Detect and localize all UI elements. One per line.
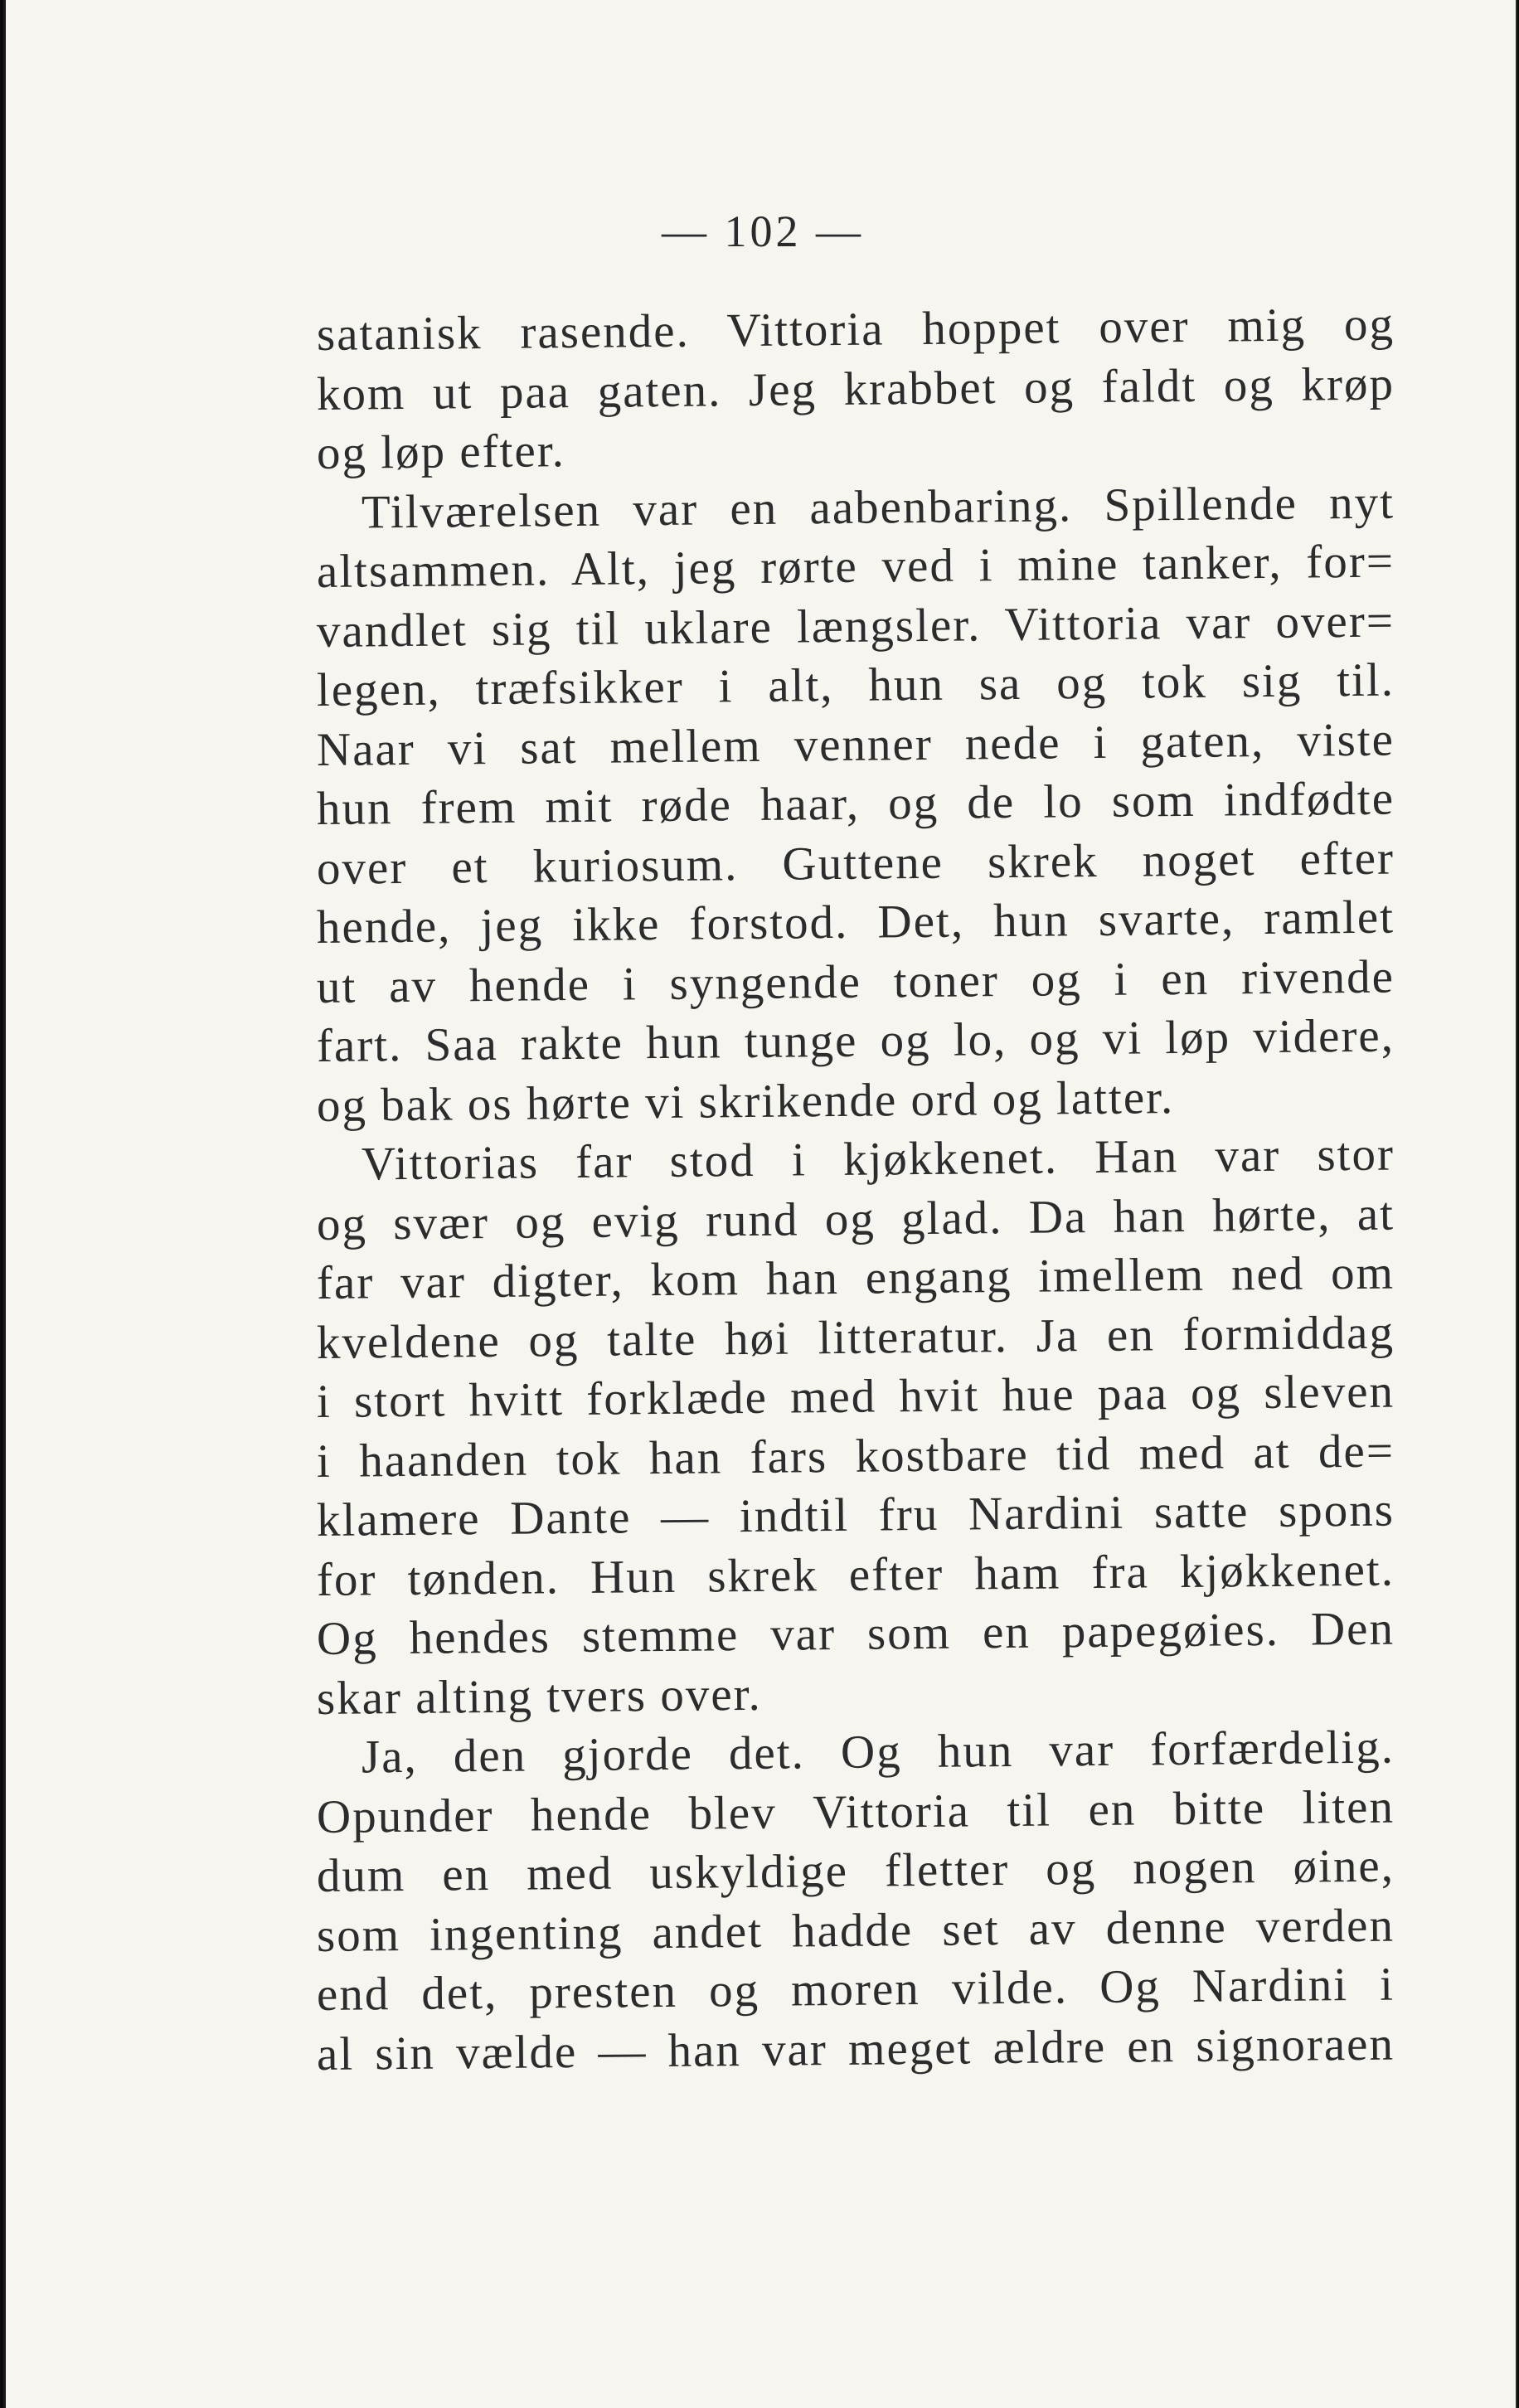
text-line: og svær og evig rund og glad. Da han hørte, at: [316, 1187, 1395, 1250]
text-line: Naar vi sat mellem venner nede i gaten, viste: [316, 713, 1395, 776]
text-line: dum en med uskyldige fletter og nogen øine,: [316, 1839, 1395, 1902]
text-line: Vittorias far stod i kjøkkenet. Han var stor: [361, 1128, 1395, 1191]
page-number: — 102 —: [662, 206, 864, 256]
text-line: Tilværelsen var en aabenbaring. Spillende nyt: [361, 476, 1395, 538]
text-line: som ingenting andet hadde set av denne verden: [316, 1899, 1395, 1962]
text-line: Og hendes stemme var som en papegøies. Den: [316, 1602, 1395, 1665]
text-line: al sin vælde — han var meget ældre en signoraen: [316, 2017, 1395, 2080]
text-line: far var digter, kom han engang imellem ned om: [316, 1246, 1395, 1309]
text-line: og bak os hørte vi skrikende ord og latter.: [316, 1070, 1175, 1132]
text-line: kveldene og talte høi litteratur. Ja en formiddag: [316, 1306, 1395, 1369]
text-line: fart. Saa rakte hun tunge og lo, og vi løp videre,: [316, 1009, 1395, 1072]
book-page: [3, 0, 1517, 2408]
text-line: over et kuriosum. Guttene skrek noget efter: [316, 832, 1395, 895]
text-line: vandlet sig til uklare længsler. Vittoria var over=: [316, 595, 1395, 658]
text-line: Opunder hende blev Vittoria til en bitte liten: [316, 1780, 1395, 1843]
text-line: for tønden. Hun skrek efter ham fra kjøkkenet.: [316, 1543, 1395, 1606]
text-line: i haanden tok han fars kostbare tid med at de=: [316, 1425, 1395, 1488]
text-line: satanisk rasende. Vittoria hoppet over mig og: [316, 298, 1395, 361]
text-line: klamere Dante — indtil fru Nardini satte spons: [316, 1483, 1395, 1546]
text-line: og løp efter.: [316, 425, 566, 479]
text-line: i stort hvitt forklæde med hvit hue paa og sleven: [316, 1365, 1395, 1428]
body-text: [316, 298, 1395, 2084]
text-line: legen, træfsikker i alt, hun sa og tok sig til.: [316, 653, 1395, 716]
text-line: end det, presten og moren vilde. Og Nardini i: [316, 1958, 1395, 2021]
text-line: altsammen. Alt, jeg rørte ved i mine tanker, for=: [316, 535, 1395, 598]
text-line: hende, jeg ikke forstod. Det, hun svarte, ramlet: [316, 891, 1395, 954]
text-line: skar alting tvers over.: [316, 1668, 762, 1725]
text-line: ut av hende i syngende toner og i en rivende: [316, 950, 1395, 1013]
text-line: hun frem mit røde haar, og de lo som indfødte: [316, 772, 1395, 835]
text-line: Ja, den gjorde det. Og hun var forfærdelig.: [361, 1721, 1395, 1784]
text-line: kom ut paa gaten. Jeg krabbet og faldt og krøp: [316, 357, 1395, 420]
